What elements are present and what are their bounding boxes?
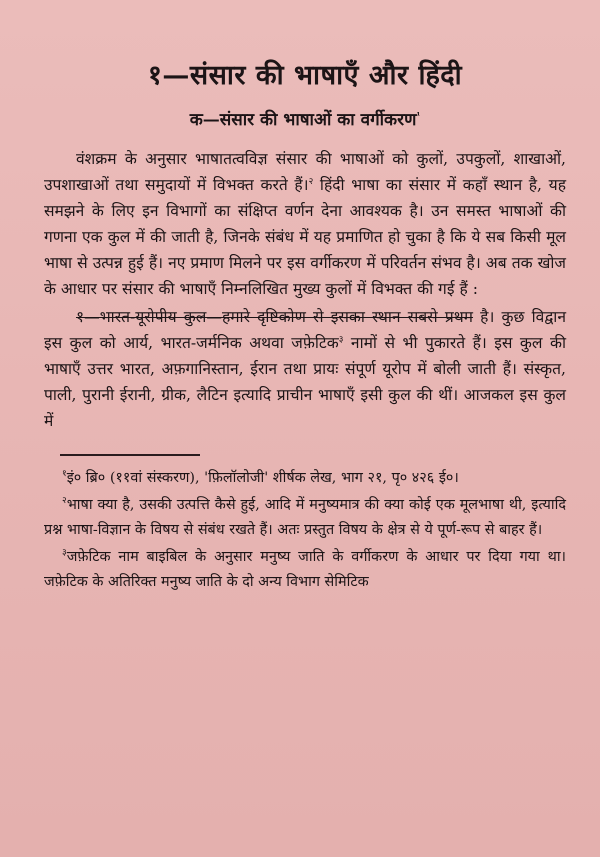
paragraph-1 — [44, 146, 566, 302]
footnote-marker: ३ — [62, 548, 67, 559]
footnote-1-text: इं० ब्रि० (११वां संस्करण), 'फ़िलॉलोजी' शीर्षक लेख, भाग २१, पृ० ४२६ ई०। — [66, 470, 459, 486]
section-title — [44, 108, 566, 132]
footnote-3-text: जफ़ेटिक नाम बाइबिल के अनुसार मनुष्य जाति के वर्गीकरण के आधार पर दिया गया था। जफ़ेटिक के अतिरिक्त मनुष्य जाति के दो अन्य विभाग सेमिटिक — [44, 549, 566, 590]
footnote-marker: २ — [308, 176, 314, 187]
footnote-3 — [44, 545, 566, 595]
chapter-title-text: १—संसार की भाषाएँ और हिंदी — [147, 60, 463, 91]
footnotes — [44, 466, 566, 595]
footnote-2-text: भाषा क्या है, उसकी उत्पत्ति कैसे हुई, आदि में मनुष्यमात्र की क्या कोई एक मूलभाषा थी, इत्यादि प्रश्न भाषा-विज्ञान के विषय से संबंध रखते हैं। अतः प्रस्तुत विषय के क्षेत्र से ये पूर्ण-रूप से बाहर हैं। — [44, 497, 566, 538]
footnote-divider — [60, 454, 200, 456]
footnote-marker: २ — [62, 496, 67, 507]
footnote-marker: १ — [62, 469, 67, 480]
footnote-marker: ¹ — [416, 111, 421, 122]
body-text — [44, 146, 566, 434]
section-title-text: क—संसार की भाषाओं का वर्गीकरण — [189, 110, 417, 130]
paragraph-2-text-a: है। कुछ विद्वान इस कुल को आर्य, भारत-जर्मनिक अथवा जफ़ेटिक — [44, 308, 566, 352]
paragraph-2 — [44, 304, 566, 434]
chapter-title — [44, 58, 566, 94]
paragraph-2-heading: १—भारत-यूरोपीय कुल—हमारे दृष्टिकोण से इसका स्थान सबसे प्रथम — [76, 308, 474, 326]
footnote-marker: ३ — [338, 334, 344, 345]
paragraph-2-text-b: नामों से भी पुकारते हैं। इस कुल की भाषाएँ उत्तर भारत, अफ़गानिस्तान, ईरान तथा प्रायः संपूर्ण यूरोप में बोली जाती हैं। संस्कृत, पाली, पुरानी ईरानी, ग्रीक, लैटिन इत्यादि प्राचीन भाषाएँ इसी कुल की थीं। आजकल इस कुल में — [44, 334, 566, 430]
paragraph-1-text-a: वंशक्रम के अनुसार भाषातत्वविज्ञ संसार की भाषाओं को कुलों, उपकुलों, शाखाओं, उपशाखाओं तथा समुदायों में विभक्त करते हैं। — [44, 150, 566, 194]
paragraph-1-text-b: हिंदी भाषा का संसार में कहाँ स्थान है, यह समझने के लिए इन विभागों का संक्षिप्त वर्णन देना आवश्यक है। उन समस्त भाषाओं की गणना एक कुल में की जाती है, जिनके संबंध में यह प्रमाणित हो चुका है कि ये सब किसी मूल भाषा से उत्पन्न हुई हैं। नए प्रमाण मिलने पर इस वर्गीकरण में परिवर्तन संभव है। अब तक खोज के आधार पर संसार की भाषाएँ निम्नलिखित मुख्य कुलों में विभक्त की गई हैं : — [44, 176, 566, 298]
footnote-2 — [44, 493, 566, 543]
footnote-1 — [44, 466, 566, 491]
